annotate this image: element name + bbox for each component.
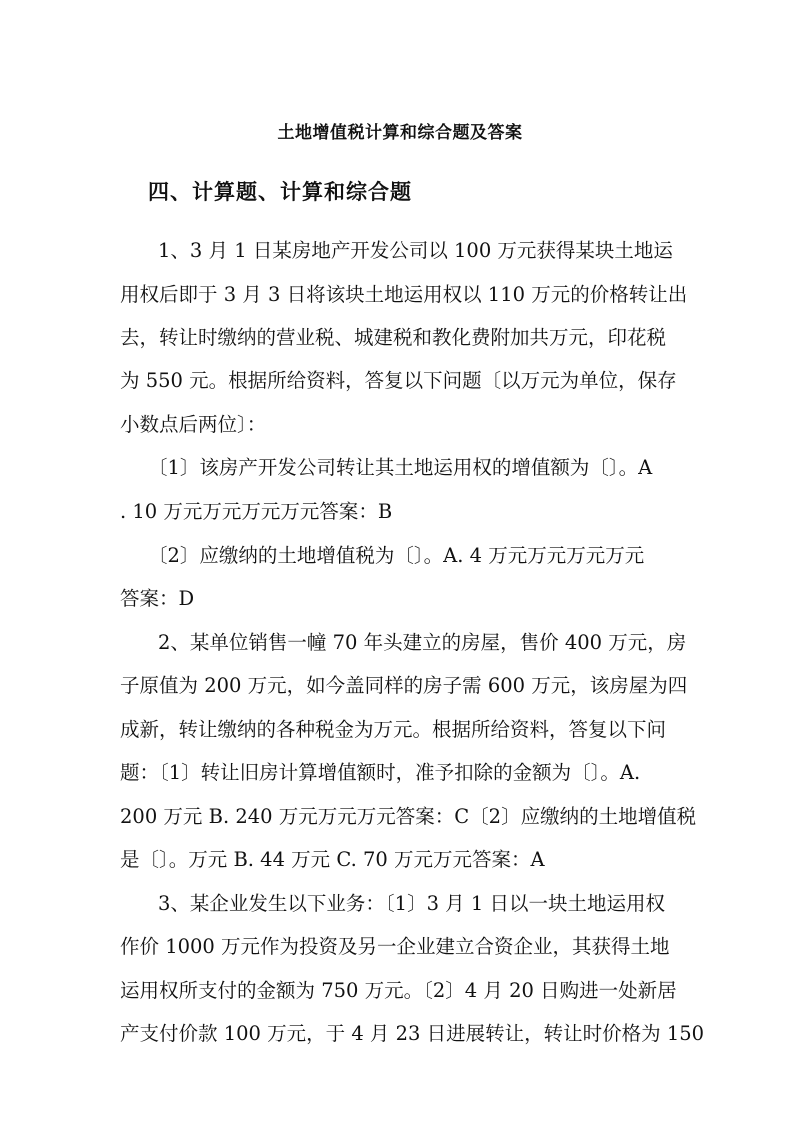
text-line-1: 1、3 月 1 日某房地产开发公司以 100 万元获得某块土地运 — [158, 239, 673, 262]
text-line-19: 产支付价款 100 万元，于 4 月 23 日进展转让，转让时价格为 150 — [120, 1022, 705, 1045]
text-line-16: 3、某企业发生以下业务：〔1〕3 月 1 日以一块土地运用权 — [158, 892, 665, 915]
text-line-10: 2、某单位销售一幢 70 年头建立的房屋，售价 400 万元，房 — [158, 631, 687, 654]
text-line-7: . 10 万元万元万元万元答案：B — [120, 500, 393, 523]
text-line-9: 答案：D — [120, 587, 195, 610]
text-line-15: 是〔〕。万元 B. 44 万元 C. 70 万元万元答案：A — [120, 848, 545, 871]
document-title: 土地增值税计算和综合题及答案 — [277, 123, 523, 143]
text-line-6: 〔1〕该房产开发公司转让其土地运用权的增值额为〔〕。A — [148, 456, 653, 479]
text-line-13: 题：〔1〕转让旧房计算增值额时，准予扣除的金额为〔〕。A. — [120, 761, 641, 784]
text-line-17: 作价 1000 万元作为投资及另一企业建立合资企业，其获得土地 — [120, 935, 670, 958]
text-line-14: 200 万元 B. 240 万元万元万元答案：C〔2〕应缴纳的土地增值税 — [120, 805, 697, 828]
text-line-11: 子原值为 200 万元，如今盖同样的房子需 600 万元，该房屋为四 — [120, 674, 688, 697]
section-heading: 四、计算题、计算和综合题 — [148, 179, 412, 204]
text-line-12: 成新，转让缴纳的各种税金为万元。根据所给资料，答复以下问 — [120, 718, 667, 741]
text-line-2: 用权后即于 3 月 3 日将该块土地运用权以 110 万元的价格转让出 — [120, 283, 688, 306]
text-line-5: 小数点后两位〕： — [120, 413, 267, 436]
text-line-18: 运用权所支付的金额为 750 万元。〔2〕4 月 20 日购进一处新居 — [120, 979, 677, 1002]
text-line-4: 为 550 元。根据所给资料，答复以下问题〔以万元为单位，保存 — [120, 369, 677, 392]
text-line-3: 去，转让时缴纳的营业税、城建税和教化费附加共万元，印花税 — [120, 326, 667, 349]
text-line-8: 〔2〕应缴纳的土地增值税为〔〕。A. 4 万元万元万元万元 — [148, 544, 645, 567]
